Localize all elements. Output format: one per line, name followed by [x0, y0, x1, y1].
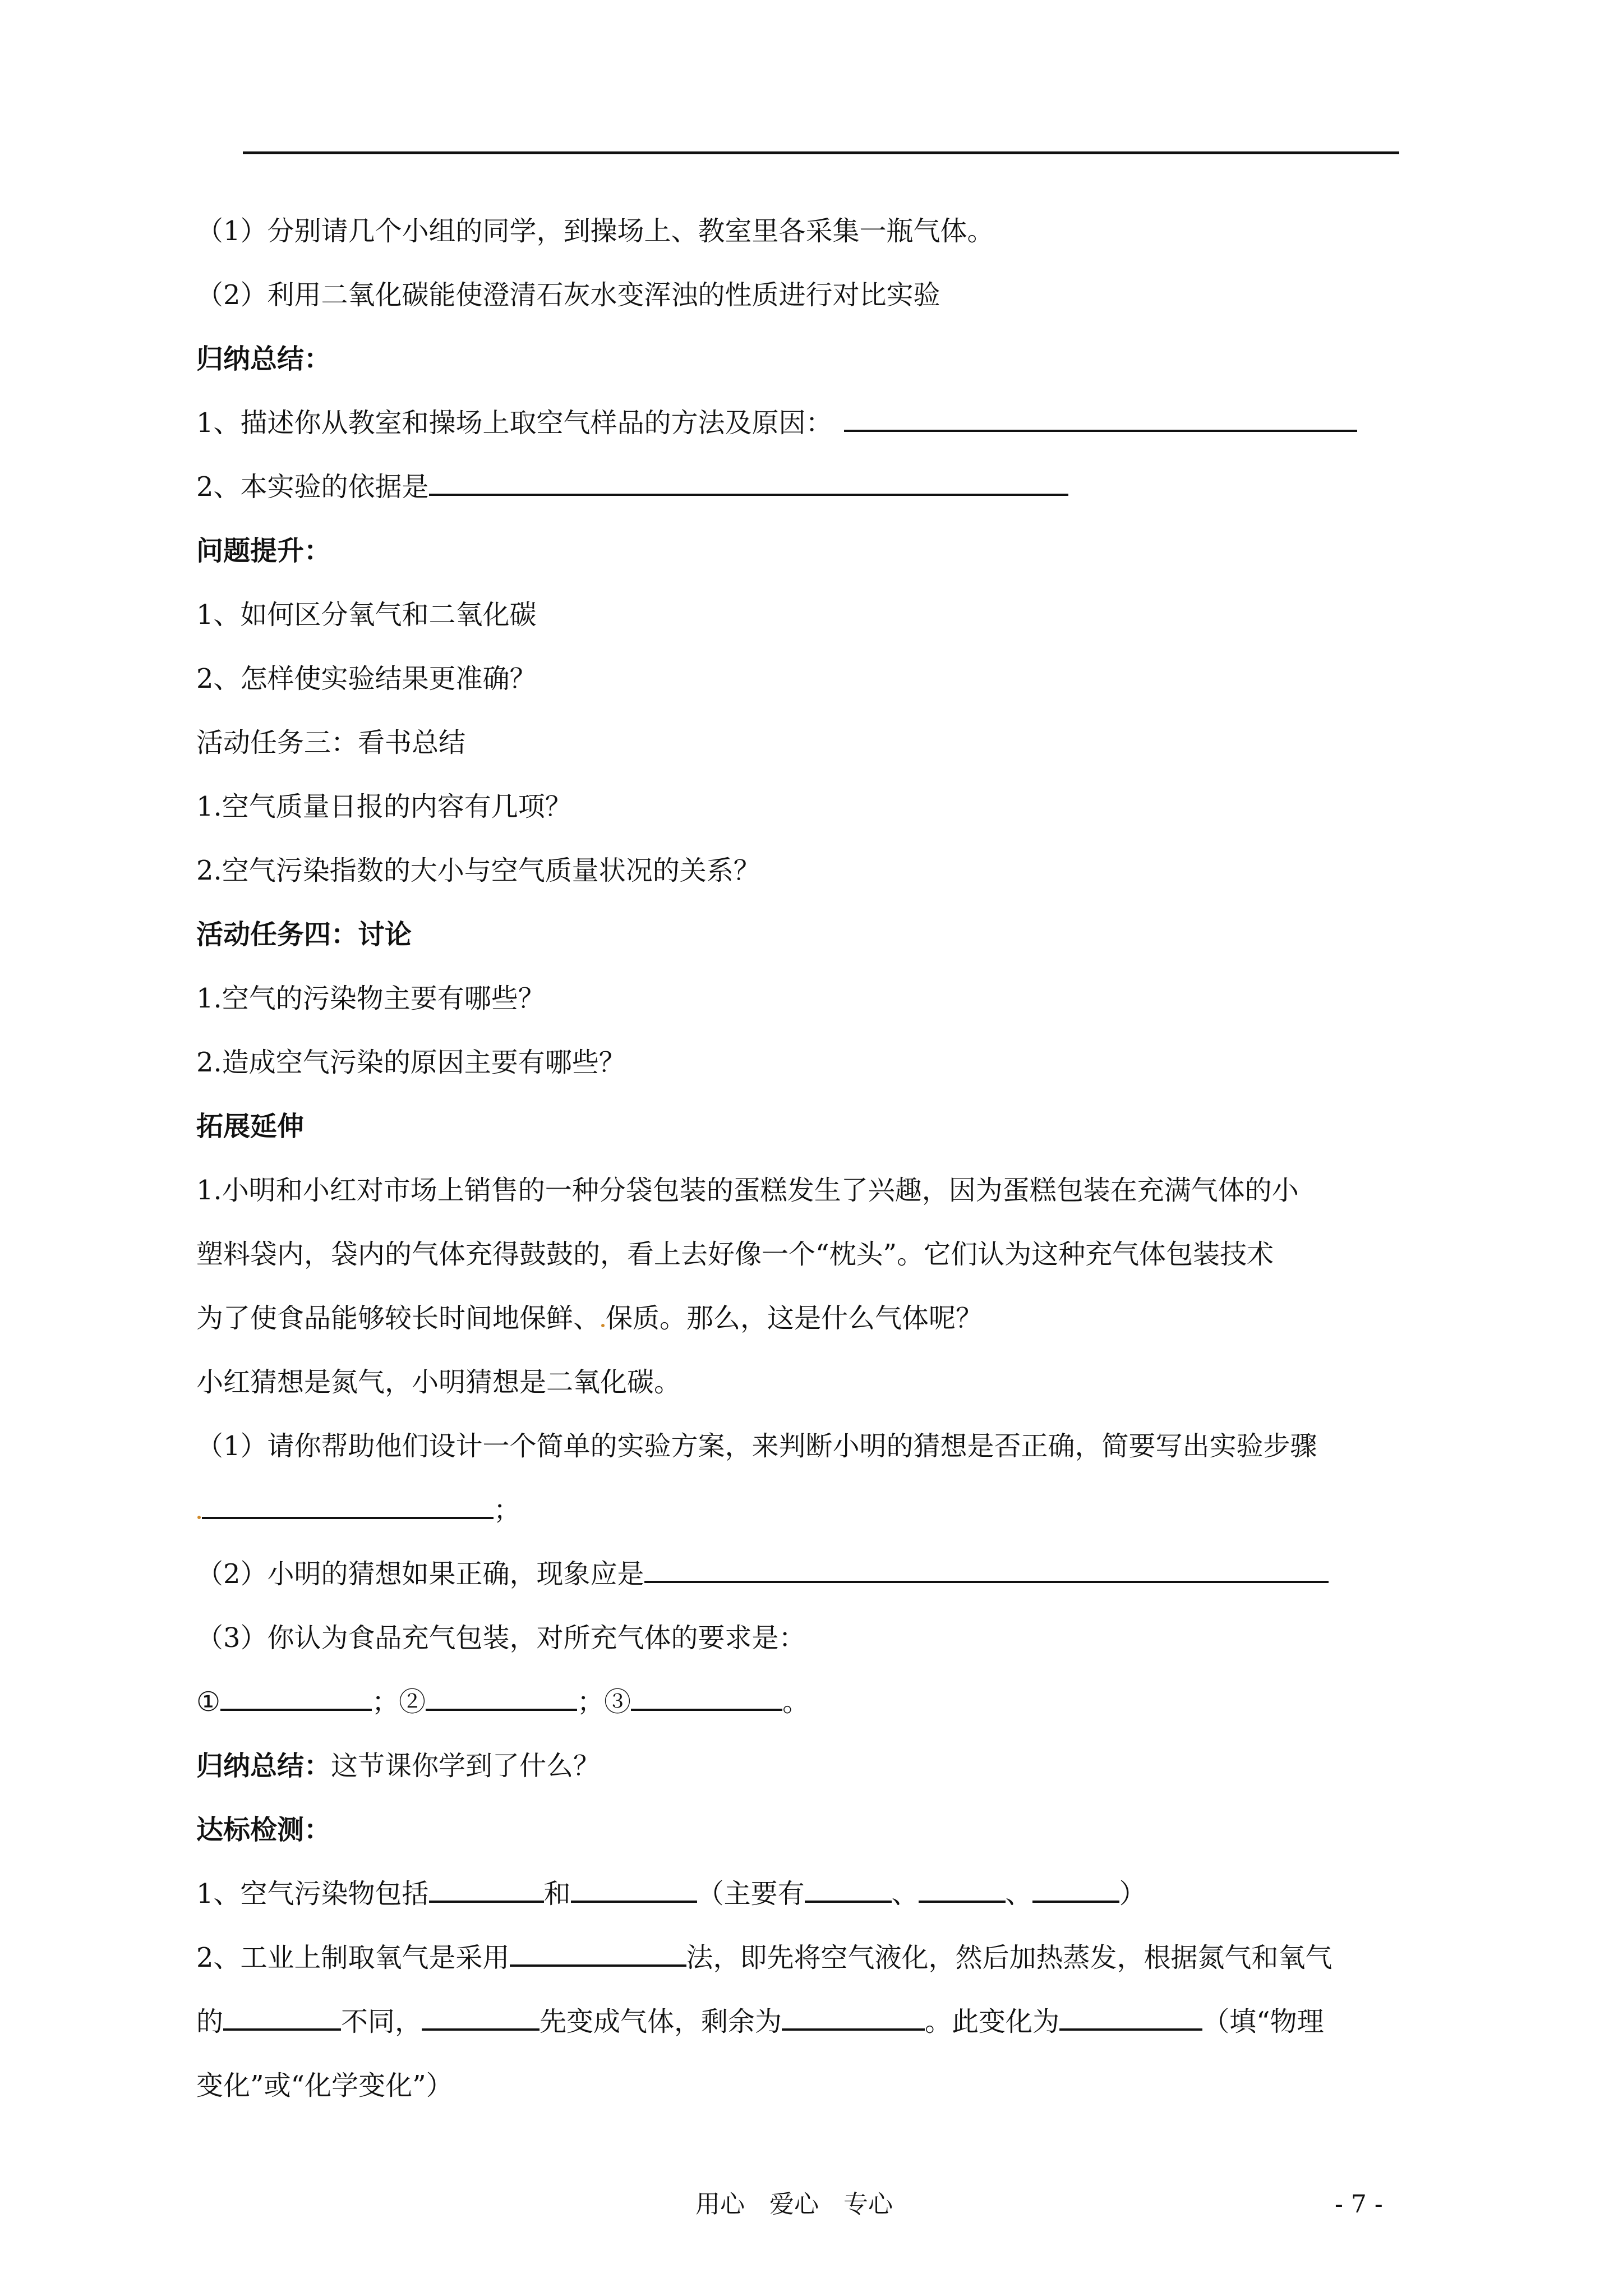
summary-q1 — [196, 405, 1357, 441]
summary-2 — [196, 1748, 600, 1784]
task-4-q2: 2.造成空气污染的原因主要有哪些？ — [196, 1047, 626, 1078]
answer-blank[interactable] — [422, 2004, 540, 2031]
mark-dot — [197, 1516, 201, 1519]
question-3-answers — [196, 1684, 809, 1720]
answer-blank[interactable] — [510, 1940, 686, 1967]
check-q2 — [196, 1940, 1332, 1976]
heading-summary-2: 归纳总结： — [196, 1750, 331, 1782]
heading-check: 达标检测： — [196, 1814, 331, 1846]
heading-task-4: 活动任务四：讨论 — [196, 919, 412, 950]
check-q1-main: （主要有 — [697, 1878, 805, 1910]
check-q1-and: 和 — [543, 1878, 571, 1910]
summary-q2-text: 2、本实验的依据是 — [196, 471, 429, 503]
page-number: - 7 - — [1335, 2190, 1383, 2219]
extend-para-2: 塑料袋内，袋内的气体充得鼓鼓的，看上去好像一个“枕头”。它们认为这种充气体包装技术 — [196, 1239, 1274, 1270]
extend-para-3a: 为了使食品能够较长时间地保鲜、 — [196, 1303, 601, 1334]
check-q2-gas: 先变成气体，剩余为 — [540, 2006, 782, 2037]
question-2 — [196, 1556, 1329, 1592]
task-3-q2: 2.空气污染指数的大小与空气质量状况的关系？ — [196, 855, 760, 886]
summary-q2 — [196, 469, 1068, 505]
circled-1: ① — [196, 1686, 221, 1718]
answer-blank[interactable] — [805, 1876, 892, 1903]
check-q1-end: ） — [1119, 1878, 1146, 1910]
question-2-text: （2）小明的猜想如果正确，现象应是 — [196, 1558, 644, 1590]
answer-blank[interactable] — [571, 1876, 697, 1903]
check-q1-text: 1、空气污染物包括 — [196, 1878, 429, 1910]
answer-blank[interactable] — [644, 1556, 1329, 1583]
answer-blank[interactable] — [782, 2004, 925, 2031]
mark-dot — [601, 1324, 605, 1327]
problem-2: 2、怎样使实验结果更准确？ — [196, 663, 537, 694]
extend-para-1: 1.小明和小红对市场上销售的一种分袋包装的蛋糕发生了兴趣，因为蛋糕包装在充满气体的小 — [196, 1175, 1299, 1206]
problem-1: 1、如何区分氧气和二氧化碳 — [196, 599, 537, 631]
check-q2-fill: （填“物理 — [1202, 2006, 1324, 2037]
separator: 、 — [1005, 1878, 1032, 1910]
footer-motto: 用心 爱心 专心 — [695, 2190, 893, 2219]
answer-blank[interactable] — [919, 1876, 1006, 1903]
circled-3: ；③ — [577, 1686, 631, 1718]
answer-blank[interactable] — [202, 1492, 494, 1519]
separator: 、 — [891, 1878, 919, 1910]
answer-blank[interactable] — [220, 1684, 372, 1711]
answer-blank[interactable] — [429, 1876, 544, 1903]
answer-blank[interactable] — [1059, 2004, 1202, 2031]
step-2: （2）利用二氧化碳能使澄清石灰水变浑浊的性质进行对比实验 — [196, 279, 940, 311]
circled-2: ；② — [372, 1686, 426, 1718]
question-1-answer — [196, 1492, 520, 1528]
task-3-heading: 活动任务三：看书总结 — [196, 727, 466, 758]
question-3: （3）你认为食品充气包装，对所充气体的要求是： — [196, 1622, 806, 1654]
check-q1 — [196, 1876, 1146, 1912]
question-1-end: ； — [494, 1494, 521, 1526]
heading-summary: 归纳总结： — [196, 343, 331, 375]
check-q2-text-2: 法，即先将空气液化，然后加热蒸发，根据氮气和氧气 — [686, 1942, 1332, 1973]
answer-blank[interactable] — [631, 1684, 782, 1711]
summary-2-text: 这节课你学到了什么？ — [331, 1750, 601, 1782]
check-q2-line-3: 变化”或“化学变化”） — [196, 2070, 453, 2101]
heading-problem: 问题提升： — [196, 535, 331, 567]
check-q2-de: 的 — [196, 2006, 224, 2037]
question-1: （1）请你帮助他们设计一个简单的实验方案，来判断小明的猜想是否正确，简要写出实验步骤 — [196, 1430, 1317, 1462]
header-rule — [243, 151, 1399, 154]
answer-blank[interactable] — [223, 2004, 341, 2031]
check-q2-change: 。此变化为 — [925, 2006, 1060, 2037]
step-1: （1）分别请几个小组的同学，到操场上、教室里各采集一瓶气体。 — [196, 215, 994, 247]
check-q2-text: 2、工业上制取氧气是采用 — [196, 1942, 510, 1973]
check-q2-diff: 不同， — [341, 2006, 422, 2037]
task-4-q1: 1.空气的污染物主要有哪些？ — [196, 983, 545, 1014]
answer-blank[interactable] — [426, 1684, 577, 1711]
extend-para-4: 小红猜想是氮气，小明猜想是二氧化碳。 — [196, 1366, 681, 1398]
extend-para-3 — [196, 1300, 983, 1336]
answer-blank[interactable] — [844, 405, 1357, 432]
answer-blank[interactable] — [1032, 1876, 1119, 1903]
answer-blank[interactable] — [429, 469, 1068, 496]
heading-extend: 拓展延伸 — [196, 1111, 305, 1142]
check-q2-line-2 — [196, 2004, 1324, 2040]
task-3-q1: 1.空气质量日报的内容有几项？ — [196, 791, 572, 822]
period: 。 — [782, 1686, 810, 1718]
extend-para-3b: 保质。那么，这是什么气体呢？ — [606, 1303, 983, 1334]
summary-q1-text: 1、描述你从教室和操场上取空气样品的方法及原因： — [196, 407, 833, 439]
